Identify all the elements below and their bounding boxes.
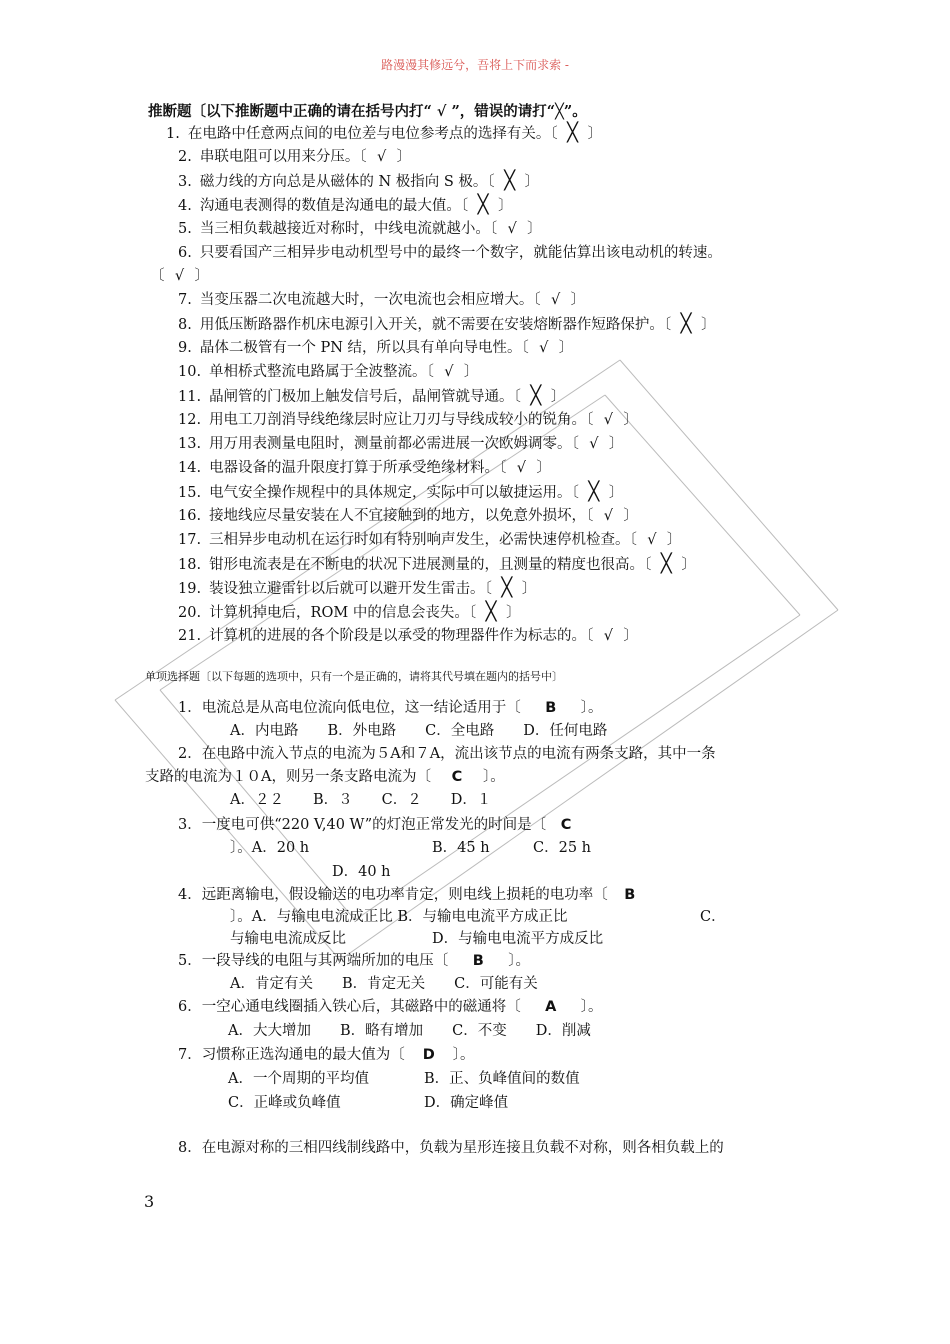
bracket-close: 〕 [608,485,624,501]
tf-item-text: 计算机掉电后，ROM 中的信息会丧失。 [209,605,469,621]
tf-item [178,626,638,646]
tf-item-number: 5. [178,221,192,237]
bracket-open: 〔 [629,532,637,548]
tf-item-number: 1. [166,126,180,142]
tf-item-number: 13. [178,436,202,452]
bracket-open: 〔 [468,605,477,621]
tf-item [178,482,623,503]
mc-q4-option-c-label: C． [700,909,726,925]
true-false-section-title: 推断题〔以下推断题中正确的请在括号内打“ √ ”，错误的请打“╳”。 [148,103,587,120]
tf-item [178,195,513,216]
tf-item [178,506,638,526]
tf-item-number: 18. [178,557,202,573]
mc-q3-option-b: B．45 h [432,840,490,856]
tf-item-number: 10. [178,364,202,380]
tf-item-number: 16. [178,508,202,524]
tf-item [178,314,716,335]
tf-item [178,434,623,454]
tf-item-continuation [150,266,209,286]
mc-options-2: A．２２ B．３ C．２ D．１ [230,792,492,808]
bracket-close: 〕 [623,628,638,644]
bracket-open: 〔 [644,557,652,573]
tf-item [178,338,573,358]
tf-item [178,554,696,575]
check-mark-icon: √ [647,532,657,548]
bracket-open: 〔 [571,436,579,452]
mc-question-7: 7．习惯称正选沟通电的最大值为〔 D 〕。 [178,1047,475,1063]
tf-item [166,123,602,144]
cross-mark-icon: ╳ [477,194,489,215]
bracket-open: 〔 [487,174,495,190]
mc-q4-option-c-text: 与输电电流成反比 [230,931,346,947]
check-mark-icon: √ [603,412,613,428]
tf-item [178,458,551,478]
tf-item-text: 三相异步电动机在运行时如有特别响声发生，必需快速停机检查。 [209,532,630,548]
bracket-close: 〕 [463,364,479,380]
check-mark-icon: √ [516,460,526,476]
bracket-open: 〔 [586,508,594,524]
bracket-open: 〔 [460,198,469,214]
bracket-open: 〔 [586,412,594,428]
mc-question-3: 3．一度电可供“220 V,40 W”的灯泡正常发光的时间是〔 C [178,815,586,835]
mc-q7-option-b: B．正、负峰值间的数值 [424,1071,580,1087]
mc-question-5: 5．一段导线的电阻与其两端所加的电压〔 B 〕。 [178,953,530,969]
cross-mark-icon: ╳ [567,122,579,143]
tf-item-number: 20. [178,605,202,621]
check-mark-icon: √ [376,149,387,165]
tf-item-number: 14. [178,460,202,476]
tf-item-text: 在电路中任意两点间的电位差与电位参考点的选择有关。 [187,126,551,142]
tf-item-text: 只要看国产三相异步电动机型号中的最终一个数字，就能估算出该电动机的转速。 [199,245,722,261]
bracket-open: 〔 [586,628,594,644]
cross-mark-icon: ╳ [485,601,497,622]
bracket-open: 〔 [571,485,579,501]
tf-item-text: 串联电阻可以用来分压。 [199,149,360,165]
tf-item-number: 21. [178,628,202,644]
bracket-open: 〔 [150,268,165,284]
tf-item-number: 6. [178,245,192,261]
tf-item-text: 钳形电流表是在不断电的状况下进展测量的，且测量的精度也很高。 [209,557,645,573]
mc-answer-4: B [624,887,636,903]
tf-item-number: 12. [178,412,202,428]
bracket-close: 〕 [194,268,209,284]
bracket-close: 〕 [623,412,638,428]
mc-question-2-line2: 支路的电流为１０A，则另一条支路电流为〔 C 〕。 [145,769,505,785]
tf-item-text: 电气安全操作规程中的具体规定，实际中可以敏捷运用。 [209,485,572,501]
tf-item-number: 8. [178,317,192,333]
tf-item-text: 用万用表测量电阻时，测量前都必需进展一次欧姆调零。 [209,436,572,452]
page-number: 3 [144,1192,155,1211]
bracket-open: 〔 [426,364,434,380]
bracket-close: 〕 [608,436,624,452]
cross-mark-icon: ╳ [504,170,516,191]
tf-item [178,147,411,167]
tf-item [178,602,521,623]
mc-question-8: 8．在电源对称的三相四线制线路中，负载为星形连接且负载不对称，则各相负载上的 [178,1140,724,1156]
tf-item-text: 晶闸管的门极加上触发信号后，晶闸管就导通。 [209,389,514,405]
bracket-close: 〕 [536,460,551,476]
tf-item-text: 电器设备的温升限度打算于所承受绝缘材料。 [209,460,500,476]
mc-q7-option-a: A．一个周期的平均值 [228,1071,369,1087]
mc-q3-option-c: C．25 h [533,840,591,856]
multiple-choice-section-title: 单项选择题〔以下每题的选项中，只有一个是正确的，请将其代号填在题内的括号中〕 [145,670,563,683]
bracket-close: 〕 [558,340,574,356]
mc-answer-6: A [545,999,557,1015]
tf-item [178,290,585,310]
cross-mark-icon: ╳ [588,481,600,502]
bracket-close: 〕 [521,581,537,597]
bracket-open: 〔 [359,149,367,165]
tf-item [178,386,565,407]
check-mark-icon: √ [539,340,549,356]
bracket-close: 〕 [587,126,603,142]
tf-item-number: 7. [178,292,192,308]
tf-item-text: 沟通电表测得的数值是沟通电的最大值。 [199,198,461,214]
mc-question-2-line1: 2．在电路中流入节点的电流为５A和７A，流出该节点的电流有两条支路，其中一条 [178,746,716,762]
check-mark-icon: √ [507,221,517,237]
tf-item-number: 4. [178,198,192,214]
tf-item-text: 计算机的进展的各个阶段是以承受的物理器件作为标志的。 [209,628,587,644]
bracket-open: 〔 [521,340,529,356]
mc-answer-1: B [545,700,557,716]
bracket-close: 〕 [570,292,586,308]
cross-mark-icon: ╳ [501,577,513,598]
tf-item-text: 用电工刀剖消导线绝缘层时应让刀刃与导线成较小的锐角。 [209,412,587,428]
cross-mark-icon: ╳ [530,385,542,406]
tf-item-text: 接地线应尽量安装在人不宜接触到的地方，以免意外损坏， [209,508,587,524]
tf-item-text: 装设独立避雷针以后就可以避开发生雷击。 [209,581,485,597]
bracket-close: 〕 [550,389,566,405]
tf-item-number: 9. [178,340,192,356]
tf-item [178,171,539,192]
mc-options-5: A．肯定有关 B．肯定无关 C．可能有关 [230,976,538,992]
tf-item [178,410,638,430]
check-mark-icon: √ [444,364,454,380]
bracket-close: 〕 [524,174,540,190]
mc-q4-option-d: D．与输电电流平方成反比 [432,931,604,947]
tf-item-number: 11. [178,389,202,405]
mc-q7-option-c: C．正峰或负峰值 [228,1095,341,1111]
tf-item [178,578,536,599]
mc-q7-option-d: D．确定峰值 [424,1095,509,1111]
mc-answer-2: C [451,769,463,785]
mc-question-4: 4．远距离输电，假设输送的电功率肯定，则电线上损耗的电功率〔 B [178,885,652,905]
bracket-close: 〕 [681,557,696,573]
tf-item [178,219,542,239]
bracket-close: 〕 [666,532,682,548]
check-mark-icon: √ [603,628,613,644]
tf-item-text: 晶体二极管有一个 PN 结，所以具有单向导电性。 [199,340,522,356]
bracket-open: 〔 [484,581,492,597]
tf-item-text: 磁力线的方向总是从磁体的 N 极指向 S 极。 [199,174,488,190]
mc-answer-3: C [560,817,572,833]
check-mark-icon: √ [174,268,185,284]
tf-item-text: 当三相负载越接近对称时，中线电流就越小。 [199,221,490,237]
mc-answer-5: B [472,953,484,969]
tf-item-number: 3. [178,174,192,190]
cross-mark-icon: ╳ [660,553,672,574]
bracket-close: 〕 [701,317,716,333]
mc-q3-option-d: D．40 h [332,864,391,880]
tf-item-number: 15. [178,485,202,501]
tf-item-text: 单相桥式整流电路属于全波整流。 [209,364,427,380]
tf-item [178,243,722,263]
mc-q4-options-ab: 〕。A．与输电电流成正比 B．与输电电流平方成正比 [230,909,568,925]
bracket-open: 〔 [550,126,558,142]
cross-mark-icon: ╳ [680,313,692,334]
mc-answer-7: D [422,1047,435,1063]
bracket-close: 〕 [498,198,513,214]
tf-item-text: 当变压器二次电流越大时，一次电流也会相应增大。 [199,292,534,308]
bracket-open: 〔 [489,221,498,237]
mc-options-1: A．内电路 B．外电路 C．全电路 D．任何电路 [230,723,608,739]
bracket-close: 〕 [396,149,412,165]
bracket-open: 〔 [513,389,521,405]
tf-item [178,362,478,382]
tf-item-number: 19. [178,581,202,597]
check-mark-icon: √ [603,508,613,524]
mc-question-1: 1．电流总是从高电位流向低电位，这一结论适用于〔 B 〕。 [178,700,603,716]
bracket-close: 〕 [527,221,542,237]
bracket-open: 〔 [663,317,672,333]
mc-options-6: A．大大增加 B．略有增加 C．不变 D．削减 [228,1023,591,1039]
check-mark-icon: √ [589,436,599,452]
tf-item-number: 2. [178,149,192,165]
mc-q3-option-a: 〕。A．20 h [230,840,310,856]
mc-question-6: 6．一空心通电线圈插入铁心后，其磁路中的磁通将〔 A 〕。 [178,999,603,1015]
check-mark-icon: √ [550,292,561,308]
tf-item-text: 用低压断路器作机床电源引入开关，就不需要在安装熔断器作短路保护。 [199,317,664,333]
page-header-motto: 路漫漫其修远兮，吾将上下而求索 - [381,58,569,72]
bracket-open: 〔 [499,460,507,476]
bracket-open: 〔 [533,292,541,308]
tf-item-number: 17. [178,532,202,548]
bracket-close: 〕 [506,605,521,621]
bracket-close: 〕 [623,508,638,524]
tf-item [178,530,681,550]
